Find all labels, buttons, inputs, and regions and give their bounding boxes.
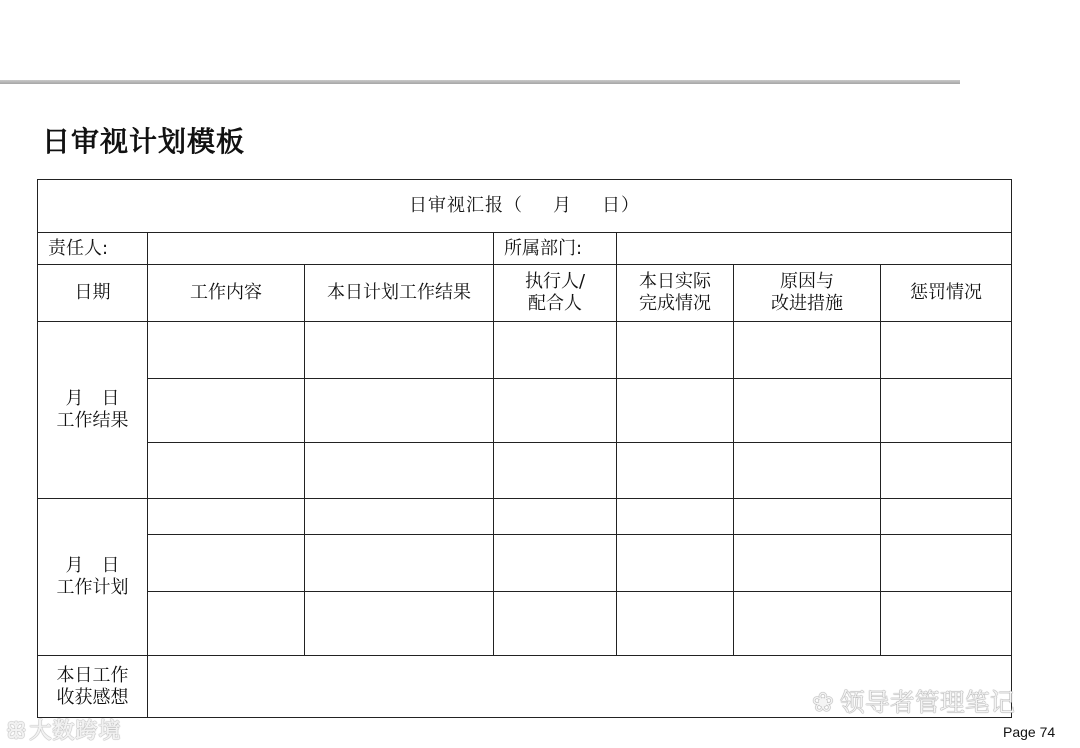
table-cell — [494, 322, 617, 379]
table-cell — [148, 322, 305, 379]
watermark-right — [812, 683, 1015, 719]
col-actual — [617, 265, 734, 322]
wechat-icon: ❀ — [812, 688, 834, 718]
col-work-content: 工作内容 — [148, 265, 305, 322]
table-cell — [305, 379, 494, 443]
page-number: Page 74 — [1003, 724, 1056, 740]
col-executor-line2: 配合人 — [528, 293, 582, 314]
table-cell — [148, 379, 305, 443]
department-value-cell — [617, 233, 1012, 265]
table-cell — [617, 443, 734, 499]
table-cell — [494, 443, 617, 499]
report-title-prefix: 日审视汇报（ — [409, 195, 523, 216]
col-executor-line1: 执行人/ — [524, 271, 586, 292]
table-cell — [881, 535, 1012, 592]
table-cell — [494, 535, 617, 592]
plan-label: 工作计划 — [56, 577, 129, 598]
result-date-line — [38, 388, 147, 410]
col-cause-line2: 改进措施 — [771, 293, 843, 314]
table-cell — [881, 592, 1012, 656]
table-cell — [617, 535, 734, 592]
col-cause — [734, 265, 881, 322]
responsible-value-cell — [148, 233, 494, 265]
report-title-month: 月 — [553, 195, 572, 216]
table-cell — [617, 379, 734, 443]
wechat-swirl-icon: ꕥ — [6, 719, 28, 744]
table-cell — [881, 499, 1012, 535]
table-cell — [734, 535, 881, 592]
table-row — [38, 322, 1012, 379]
result-month: 月 — [65, 388, 84, 409]
plan-month: 月 — [65, 555, 84, 576]
table-cell — [148, 535, 305, 592]
table-cell — [305, 322, 494, 379]
col-cause-line1: 原因与 — [780, 271, 834, 292]
table-cell — [494, 592, 617, 656]
plan-day: 日 — [101, 555, 120, 576]
result-label: 工作结果 — [56, 410, 129, 431]
table-cell — [494, 379, 617, 443]
table-cell — [734, 322, 881, 379]
col-actual-line1: 本日实际 — [639, 271, 711, 292]
daily-review-table — [37, 179, 1012, 718]
report-title-suffix: ） — [621, 195, 640, 216]
info-row — [38, 233, 1012, 265]
watermark-right-text: 领导者管理笔记 — [839, 688, 1015, 717]
col-executor — [494, 265, 617, 322]
col-date: 日期 — [38, 265, 148, 322]
table-row — [38, 499, 1012, 535]
table-cell — [148, 592, 305, 656]
col-planned-result: 本日计划工作结果 — [305, 265, 494, 322]
table-cell — [305, 535, 494, 592]
col-penalty: 惩罚情况 — [881, 265, 1012, 322]
watermark-left-text: 大数跨境 — [29, 719, 122, 744]
table-row — [38, 592, 1012, 656]
report-title-cell — [38, 180, 1012, 233]
plan-section-label — [38, 499, 148, 656]
table-cell — [881, 379, 1012, 443]
table-cell — [305, 592, 494, 656]
table-cell — [734, 592, 881, 656]
table-cell — [881, 443, 1012, 499]
table-cell — [305, 499, 494, 535]
table-cell — [494, 499, 617, 535]
table-cell — [148, 443, 305, 499]
col-actual-line2: 完成情况 — [639, 293, 711, 314]
table-cell — [305, 443, 494, 499]
table-cell — [734, 443, 881, 499]
result-day: 日 — [101, 388, 120, 409]
reflection-label-line2: 收获感想 — [56, 686, 129, 708]
table-row — [38, 379, 1012, 443]
reflection-label — [38, 656, 148, 718]
table-row — [38, 535, 1012, 592]
reflection-label-line1: 本日工作 — [56, 664, 129, 686]
table-cell — [617, 499, 734, 535]
table-cell — [734, 499, 881, 535]
plan-date-line — [38, 555, 147, 577]
page-title: 日审视计划模板 — [42, 125, 246, 158]
table-cell — [148, 499, 305, 535]
table-row — [38, 443, 1012, 499]
table-cell — [881, 322, 1012, 379]
table-cell — [617, 322, 734, 379]
watermark-left — [6, 714, 121, 745]
table-cell — [617, 592, 734, 656]
column-header-row — [38, 265, 1012, 322]
table-cell — [734, 379, 881, 443]
department-label: 所属部门: — [494, 233, 617, 265]
responsible-label: 责任人: — [38, 233, 148, 265]
top-divider — [0, 80, 960, 84]
report-title-day: 日 — [602, 195, 621, 216]
report-title-row — [38, 180, 1012, 233]
result-section-label — [38, 322, 148, 499]
